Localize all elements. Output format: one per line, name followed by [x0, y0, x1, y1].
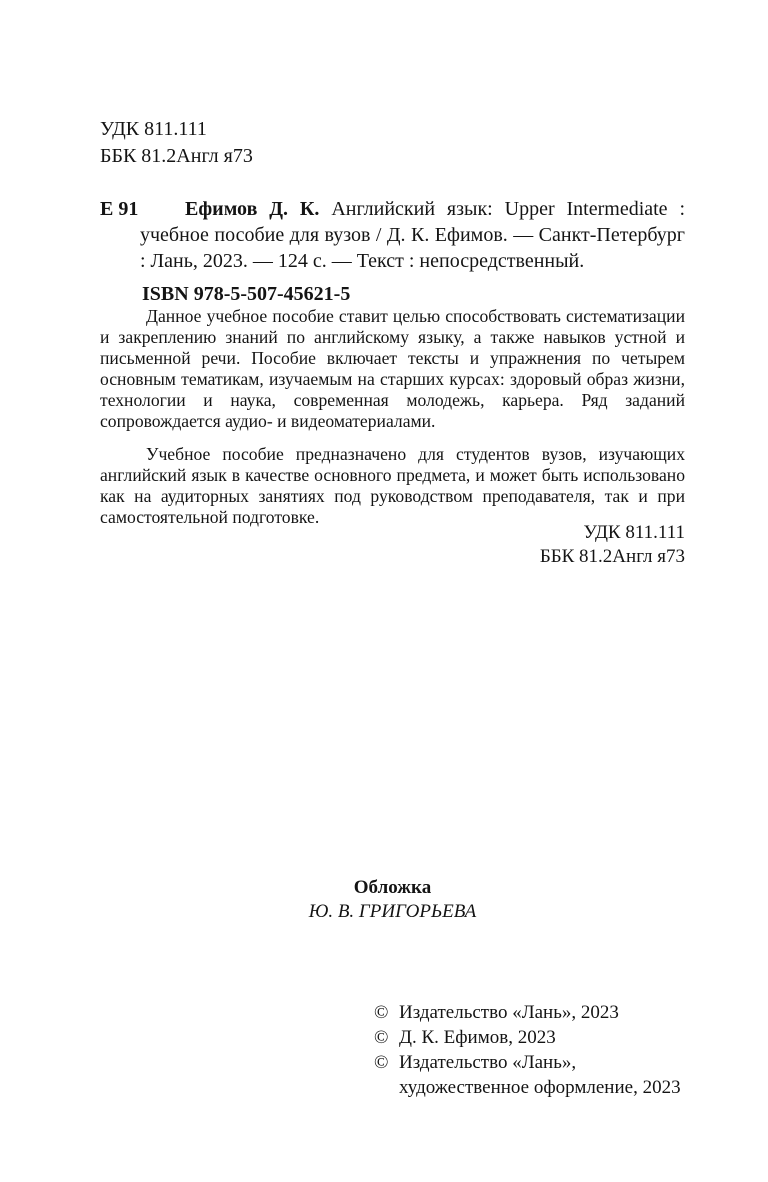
copyright-symbol: ©	[374, 1027, 389, 1048]
copyright-line	[374, 1000, 681, 1025]
entry-description	[140, 196, 685, 274]
copyright-line	[374, 1050, 681, 1075]
entry-title-text: Английский язык: Upper Intermediate : учебное пособие для вузов / Д. К. Ефимов. — Санкт-Петербург : Лань, 2023. — 124 с. — Текст : непосредственный.	[140, 198, 686, 272]
udk-classification-bottom: УДК 811.111	[583, 522, 685, 543]
isbn-number: ISBN 978-5-507-45621-5	[142, 283, 351, 305]
copyright-text: художественное оформление, 2023	[399, 1077, 681, 1098]
copyright-line	[374, 1025, 681, 1050]
udk-classification-top: УДК 811.111	[100, 118, 207, 140]
copyright-symbol: ©	[374, 1002, 389, 1023]
copyright-text: Д. К. Ефимов, 2023	[399, 1027, 556, 1048]
classification-bottom-block	[100, 521, 685, 569]
annotation-paragraph-1: Данное учебное пособие ставит целью способствовать систематизации и закреплению знаний по английскому языку, а также навыков устной и письменной речи. Пособие включает тексты и упражнения по четырем основным тематикам, изучаемым на старших курсах: здоровый образ жизни, технологии и наука, современная молодежь, карьера. Ряд заданий сопровождается аудио- и видеоматериалами.	[100, 306, 685, 431]
cover-label: Обложка	[353, 877, 432, 898]
bbk-classification-bottom: ББК 81.2Англ я73	[539, 546, 685, 567]
entry-author: Ефимов Д. К.	[185, 198, 320, 220]
copyright-line	[374, 1075, 681, 1100]
copyright-text: Издательство «Лань», 2023	[399, 1002, 619, 1023]
entry-code: Е 91	[100, 198, 139, 220]
annotation-paragraph-2: Учебное пособие предназначено для студентов вузов, изучающих английский язык в качестве основного предмета, и может быть использовано как на аудиторных занятиях под руководством преподавателя, так и при самостоятельной подготовке.	[100, 444, 685, 527]
cover-designer-name: Ю. В. ГРИГОРЬЕВА	[308, 901, 477, 922]
copyright-symbol: ©	[374, 1052, 389, 1073]
copyright-block	[374, 1000, 681, 1100]
copyright-text: Издательство «Лань»,	[399, 1052, 577, 1073]
cover-credit-block	[100, 876, 685, 924]
bibliographic-entry	[100, 196, 686, 274]
bbk-classification-top: ББК 81.2Англ я73	[100, 145, 253, 167]
